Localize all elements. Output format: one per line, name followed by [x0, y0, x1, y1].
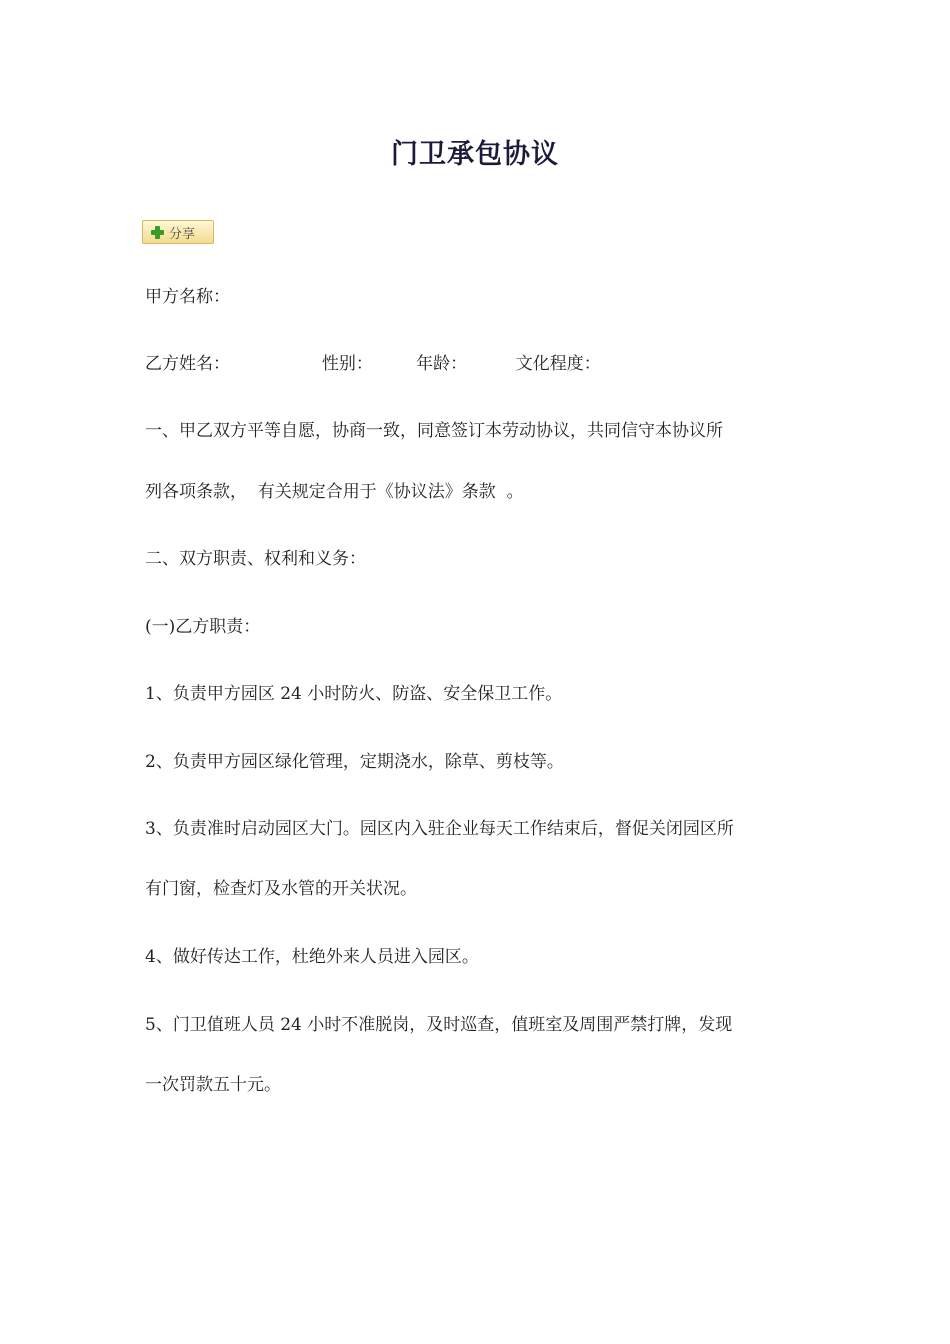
- duty-item-5-line-2: 一次罚款五十元。: [145, 1075, 281, 1095]
- party-a-name-line: 甲方名称：: [145, 287, 230, 307]
- duty-item-1: 1、负责甲方园区 24 小时防火、防盗、安全保卫工作。: [145, 684, 563, 704]
- duty-item-3-line-2: 有门窗，检查灯及水管的开关状况。: [145, 879, 417, 899]
- clause-2-heading: 二、双方职责、权利和义务：: [145, 549, 366, 569]
- plus-icon: [151, 226, 164, 239]
- clause-1-line-1: 一、甲乙双方平等自愿，协商一致，同意签订本劳动协议，共同信守本协议所: [145, 421, 723, 441]
- share-button[interactable]: [142, 220, 214, 244]
- party-b-info-line: 乙方姓名： 性别： 年龄： 文化程度：: [145, 354, 601, 374]
- duty-item-4: 4、做好传达工作，杜绝外来人员进入园区。: [145, 947, 479, 967]
- duty-item-3-line-1: 3、负责准时启动园区大门。园区内入驻企业每天工作结束后，督促关闭园区所: [145, 819, 734, 839]
- clause-1-line-2: 列各项条款， 有关规定合用于《协议法》条款 。: [145, 482, 524, 502]
- document-title: 门卫承包协议: [391, 139, 559, 170]
- duty-item-5-line-1: 5、门卫值班人员 24 小时不准脱岗，及时巡查，值班室及周围严禁打牌，发现: [145, 1015, 733, 1035]
- party-b-duties-heading: (一)乙方职责：: [145, 617, 261, 637]
- duty-item-2: 2、负责甲方园区绿化管理，定期浇水，除草、剪枝等。: [145, 752, 564, 772]
- share-button-label: 分享: [169, 226, 196, 242]
